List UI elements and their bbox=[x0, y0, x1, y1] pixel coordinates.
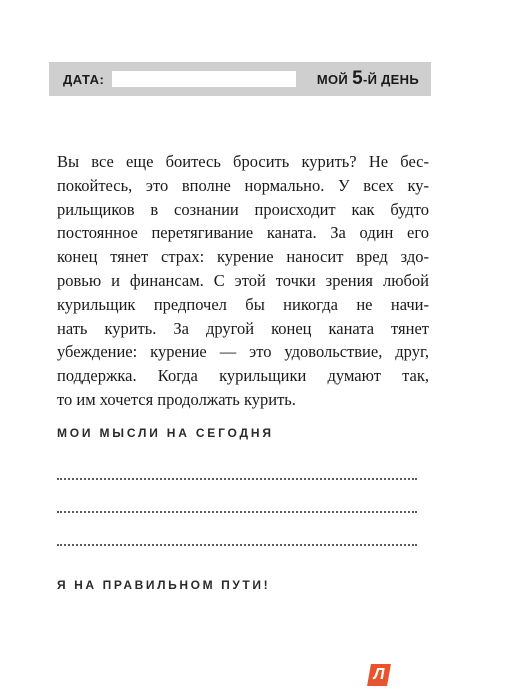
header-bar bbox=[49, 62, 431, 96]
paragraph-line: убеждение: курение — это удовольствие, друг, bbox=[57, 342, 429, 362]
logo-letter: Л bbox=[371, 666, 387, 683]
day-number: 5 bbox=[352, 68, 363, 89]
thoughts-line-1[interactable] bbox=[57, 478, 417, 480]
day-prefix: МОЙ bbox=[316, 72, 349, 87]
thoughts-line-3[interactable] bbox=[57, 544, 417, 546]
paragraph-line: Вы все еще боитесь бросить курить? Не бес- bbox=[57, 152, 429, 171]
publisher-logo bbox=[367, 664, 391, 686]
day-label bbox=[317, 68, 419, 90]
date-field[interactable] bbox=[112, 71, 296, 87]
paragraph-line: рильщиков в сознании происходит как будто bbox=[57, 199, 429, 219]
paragraph-line: поддержка. Когда курильщики думают так, bbox=[57, 366, 429, 386]
paragraph-line: ровью и финансам. С этой точки зрения любой bbox=[57, 270, 429, 290]
paragraph-line: постоянное перетягивание каната. За один его bbox=[57, 223, 429, 243]
paragraph-line: нать курить. За другой конец каната тянет bbox=[57, 318, 429, 338]
thoughts-line-2[interactable] bbox=[57, 511, 417, 513]
motto-text: Я НА ПРАВИЛЬНОМ ПУТИ! bbox=[57, 578, 271, 592]
paragraph-line: конец тянет страх: курение наносит вред здо- bbox=[57, 247, 429, 267]
date-label: ДАТА: bbox=[63, 71, 105, 87]
paragraph-line: покойтесь, это вполне нормально. У всех ку- bbox=[57, 175, 429, 195]
day-suffix: -Й ДЕНЬ bbox=[362, 72, 419, 87]
paragraph-line: то им хочется продолжать курить. bbox=[57, 389, 296, 409]
thoughts-heading: МОИ МЫСЛИ НА СЕГОДНЯ bbox=[57, 426, 274, 440]
body-paragraph bbox=[57, 150, 429, 412]
paragraph-line: курильщик предпочел бы никогда не начи- bbox=[57, 294, 429, 314]
